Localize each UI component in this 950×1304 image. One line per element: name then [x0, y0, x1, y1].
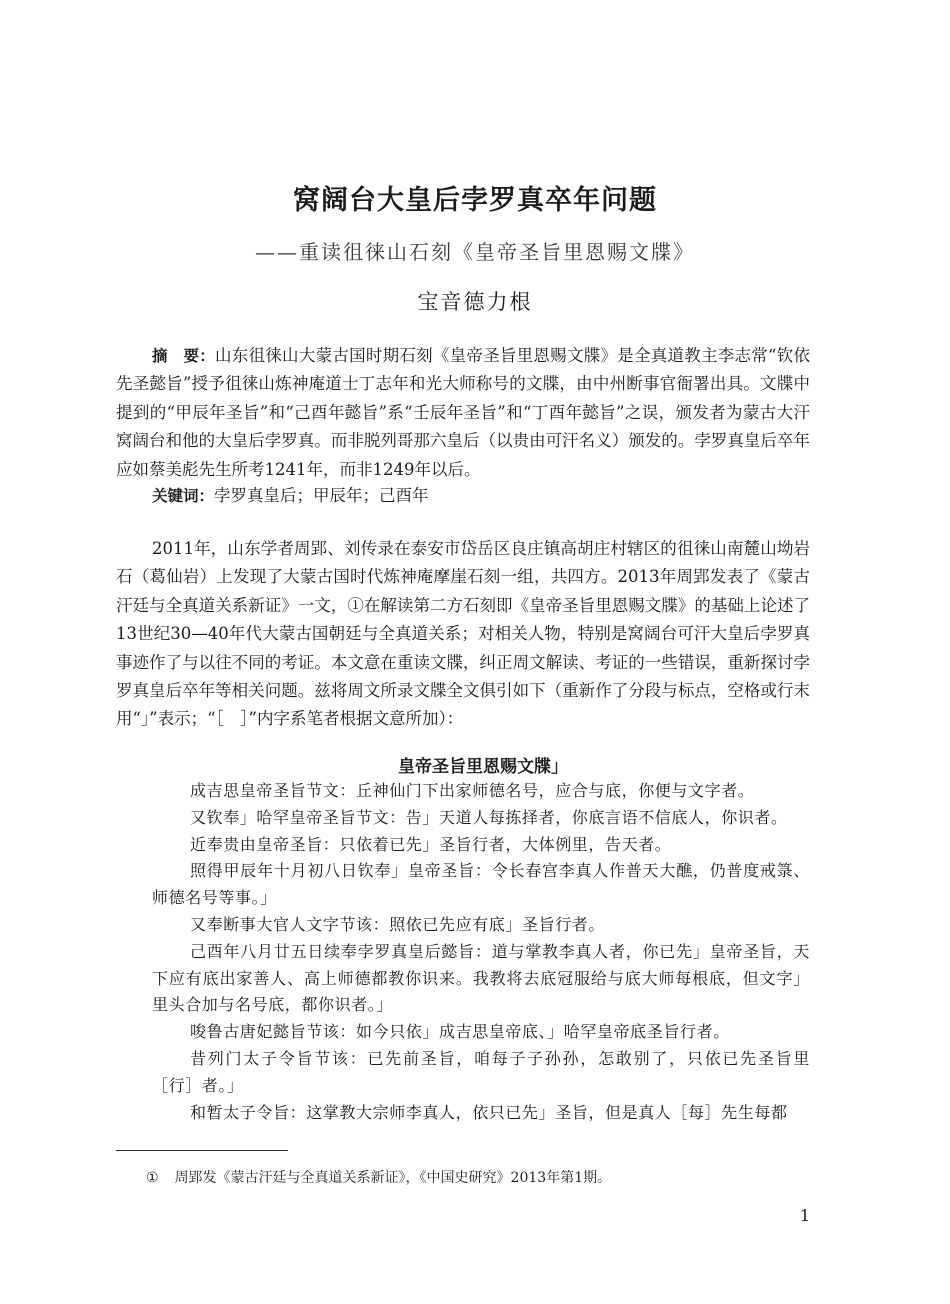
footnote-mark: ①	[146, 1170, 159, 1186]
abstract-label: 摘 要：	[152, 347, 216, 365]
keywords	[116, 482, 810, 510]
author-name: 宝音德力根	[417, 290, 533, 314]
article-title: 窝阔台大皇后孛罗真卒年问题	[293, 185, 657, 216]
document-paragraph: 昔列门太子令旨节该：已先前圣旨，咱每子子孙孙，怎敢别了，只依已先圣旨里［行］者。」	[152, 1048, 810, 1095]
abstract	[116, 342, 810, 484]
document-paragraph: 己酉年八月廿五日续奉孛罗真皇后懿旨：道与掌教李真人者，你已先」皇帝圣旨，天下应有底出家善人、高上师德都教你识来。我教将去底冠服给与底大师每根底，但文字」里头合加与名号底，都你识者。」	[152, 941, 810, 1015]
document-title: 皇帝圣旨里恩赐文牒」	[398, 757, 568, 777]
document-paragraph: 又钦奉」哈罕皇帝圣旨节文：告」天道人每拣择者，你底言语不信底人，你识者。	[190, 807, 788, 827]
document-paragraph: 成吉思皇帝圣旨节文：丘神仙门下出家师德名号，应合与底，你便与文字者。	[190, 781, 755, 800]
keywords-text: 孛罗真皇后；甲辰年；己酉年	[214, 486, 429, 505]
footnote-text: 周郢发《蒙古汗廷与全真道关系新证》，《中国史研究》2013年第1期。	[174, 1170, 612, 1186]
document-paragraph: 和暂太子令旨：这掌教大宗师李真人，依只已先」圣旨，但是真人［每］先生每都	[190, 1102, 788, 1122]
document-paragraph: 唆鲁古唐妃懿旨节该：如今只依」成吉思皇帝底、」哈罕皇帝底圣旨行者。	[190, 1022, 730, 1042]
document-paragraph: 照得甲辰年十月初八日钦奉」皇帝圣旨：令长春宫李真人作普天大醮，仍普度戒箓、师德名号等事。」	[152, 861, 810, 908]
document-transcription	[152, 778, 810, 1126]
footnote-divider	[116, 1150, 288, 1151]
body-paragraph: 2011年，山东学者周郢、刘传录在泰安市岱岳区良庄镇高胡庄村辖区的徂徕山南麓山坳岩石（葛仙岩）上发现了大蒙古国时代炼神庵摩崖石刻一组，共四方。2013年周郢发表了《蒙古汗廷与全真道关系新证》一文，①在解读第二方石刻即《皇帝圣旨里恩赐文牒》的基础上论述了13世纪30—40年代大蒙古国朝廷与全真道关系；对相关人物，特别是窝阔台可汗大皇后孛罗真事迹作了与以往不同的考证。本文意在重读文牒，纠正周文解读、考证的一些错误，重新探讨孛罗真皇后卒年等相关问题。兹将周文所录文牒全文俱引如下（重新作了分段与标点，空格或行末用“」”表示；“［ ］”内字系笔者根据文意所加）：	[116, 539, 810, 729]
abstract-text: 山东徂徕山大蒙古国时期石刻《皇帝圣旨里恩赐文牒》是全真道教主李志常“钦依先圣懿旨”授予徂徕山炼神庵道士丁志年和光大师称号的文牒，由中州断事官衙署出具。文牒中提到的“甲辰年圣旨”和“己酉年懿旨”系“壬辰年圣旨”和“丁酉年懿旨”之误，颁发者为蒙古大汗窝阔台和他的大皇后孛罗真。而非脱列哥那六皇后（以贵由可汗名义）颁发的。孛罗真皇后卒年应如蔡美彪先生所考1241年，而非1249年以后。	[116, 346, 810, 479]
page-number: 1	[799, 1206, 810, 1225]
document-paragraph: 又奉断事大官人文字节该：照依已先应有底」圣旨行者。	[190, 914, 606, 934]
keywords-label: 关键词：	[152, 487, 215, 505]
footnote	[146, 1167, 611, 1187]
article-subtitle: ——重读徂徕山石刻《皇帝圣旨里恩赐文牒》	[255, 240, 695, 264]
document-paragraph: 近奉贵由皇帝圣旨：只依着已先」圣旨行者，大体例里，告天者。	[190, 834, 672, 854]
